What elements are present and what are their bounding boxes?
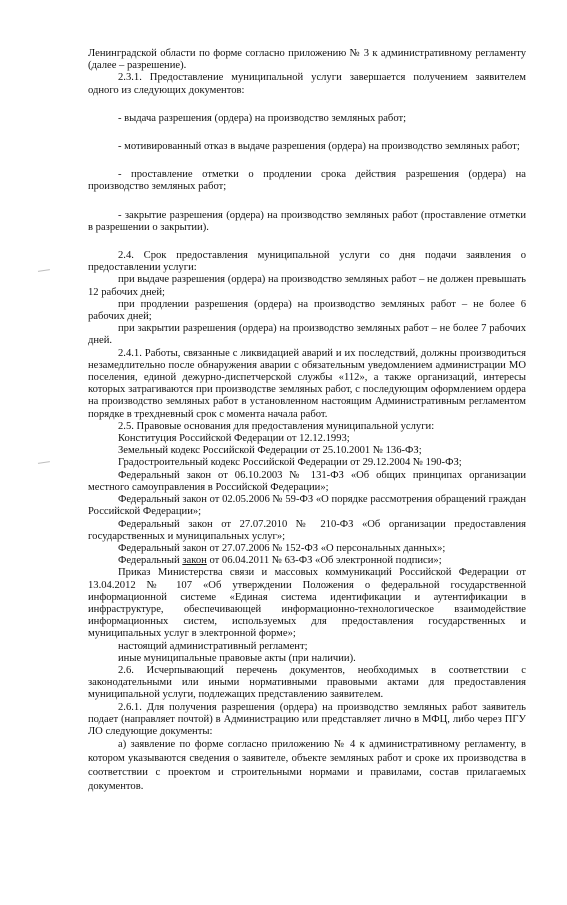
paragraph: Ленинградской области по форме согласно приложению № 3 к административному регламенту (далее – разрешение). [88, 48, 526, 72]
text-span: Федеральный [118, 555, 183, 567]
list-item: - закрытие разрешения (ордера) на производство земляных работ (проставление отметки в разрешении о закрытии). [88, 209, 526, 233]
legal-basis-item: Земельный кодекс Российской Федерации от 25.10.2001 № 136-ФЗ; [118, 445, 422, 457]
paragraph: 2.4.1. Работы, связанные с ликвидацией аварий и их последствий, должны производиться незамедлительно после обнаружения аварии с обязательным уведомлением администрации МО поселения, единой дежурно-диспетчерской службы «112», а также организаций, интересы которых затрагиваются при производстве земляных работ, с последующим оформлением ордера на производство земляных работ в установленном настоящим Административным регламентом порядке в трехдневный срок с момента начала работ. [88, 347, 526, 420]
paragraph: при закрытии разрешения (ордера) на производство земляных работ – не более 7 рабочих дней. [88, 323, 526, 347]
section-heading-2-5: 2.5. Правовые основания для предоставления муниципальной услуги: [118, 420, 435, 432]
legal-basis-item: Федеральный закон от 27.07.2006 № 152-ФЗ «О персональных данных»; [118, 542, 446, 554]
margin-mark [38, 461, 50, 465]
list-item: - выдача разрешения (ордера) на производство земляных работ; [118, 112, 407, 124]
paragraph: при продлении разрешения (ордера) на производство земляных работ – не более 6 рабочих дней; [88, 298, 526, 323]
section-heading-2-6: 2.6. Исчерпывающий перечень документов, необходимых в соответствии с законодательными или иными нормативными правовыми актами для предоставления муниципальной услуги, подлежащих представлению заявителем. [88, 664, 526, 701]
legal-basis-item: Градостроительный кодекс Российской Федерации от 29.12.2004 № 190-ФЗ; [118, 457, 462, 469]
legal-basis-item [88, 555, 526, 567]
paragraph: 2.6.1. Для получения разрешения (ордера) на производство земляных работ заявитель подает (направляет почтой) в Администрацию или представляет лично в МФЦ, либо через ПГУ ЛО следующие документы: [88, 701, 526, 737]
paragraph: а) заявление по форме согласно приложению № 4 к административному регламенту, в котором указываются сведения о заявителе, объекте земляных работ и сроке их производства в соответствии с проектом и строительными нормами и правилами, состав прилагаемых документов. [88, 739, 526, 793]
paragraph: при выдаче разрешения (ордера) на производство земляных работ – не должен превышать 12 рабочих дней; [88, 274, 526, 298]
legal-basis-item: Федеральный закон от 27.07.2010 № 210-ФЗ «Об организации предоставления государственных и муниципальных услуг»; [88, 518, 526, 542]
legal-basis-item: Конституция Российской Федерации от 12.12.1993; [118, 433, 350, 445]
document-body [88, 48, 526, 794]
legal-basis-item: настоящий административный регламент; [118, 640, 308, 652]
text-span: от 06.04.2011 № 63-ФЗ «Об электронной подписи»; [206, 555, 442, 567]
legal-basis-item: иные муниципальные правовые акты (при наличии). [118, 652, 356, 664]
law-link[interactable]: закон [182, 555, 207, 567]
paragraph: 2.3.1. Предоставление муниципальной услуги завершается получением заявителем одного из следующих документов: [88, 72, 526, 96]
list-item: - мотивированный отказ в выдаче разрешения (ордера) на производство земляных работ; [118, 141, 520, 153]
legal-basis-item: Приказ Министерства связи и массовых коммуникаций Российской Федерации от 13.04.2012 № 107 «Об утверждении Положения о федеральной государственной информационной системе «Единая система идентификации и аутентификации в инфраструктуре, обеспечивающей информационно-технологическое взаимодействие информационных систем, используемых для предоставления государственных и муниципальных услуг в электронной форме»; [88, 567, 526, 640]
legal-basis-item: Федеральный закон от 02.05.2006 № 59-ФЗ «О порядке рассмотрения обращений граждан Российской Федерации»; [88, 494, 526, 518]
legal-basis-item: Федеральный закон от 06.10.2003 № 131-ФЗ «Об общих принципах организации местного самоуправления в Российской Федерации»; [88, 469, 526, 493]
list-item: - проставление отметки о продлении срока действия разрешения (ордера) на производство земляных работ; [88, 169, 526, 193]
margin-mark [38, 269, 50, 273]
section-heading-2-4: 2.4. Срок предоставления муниципальной услуги со дня подачи заявления о предоставлении услуги: [88, 250, 526, 274]
